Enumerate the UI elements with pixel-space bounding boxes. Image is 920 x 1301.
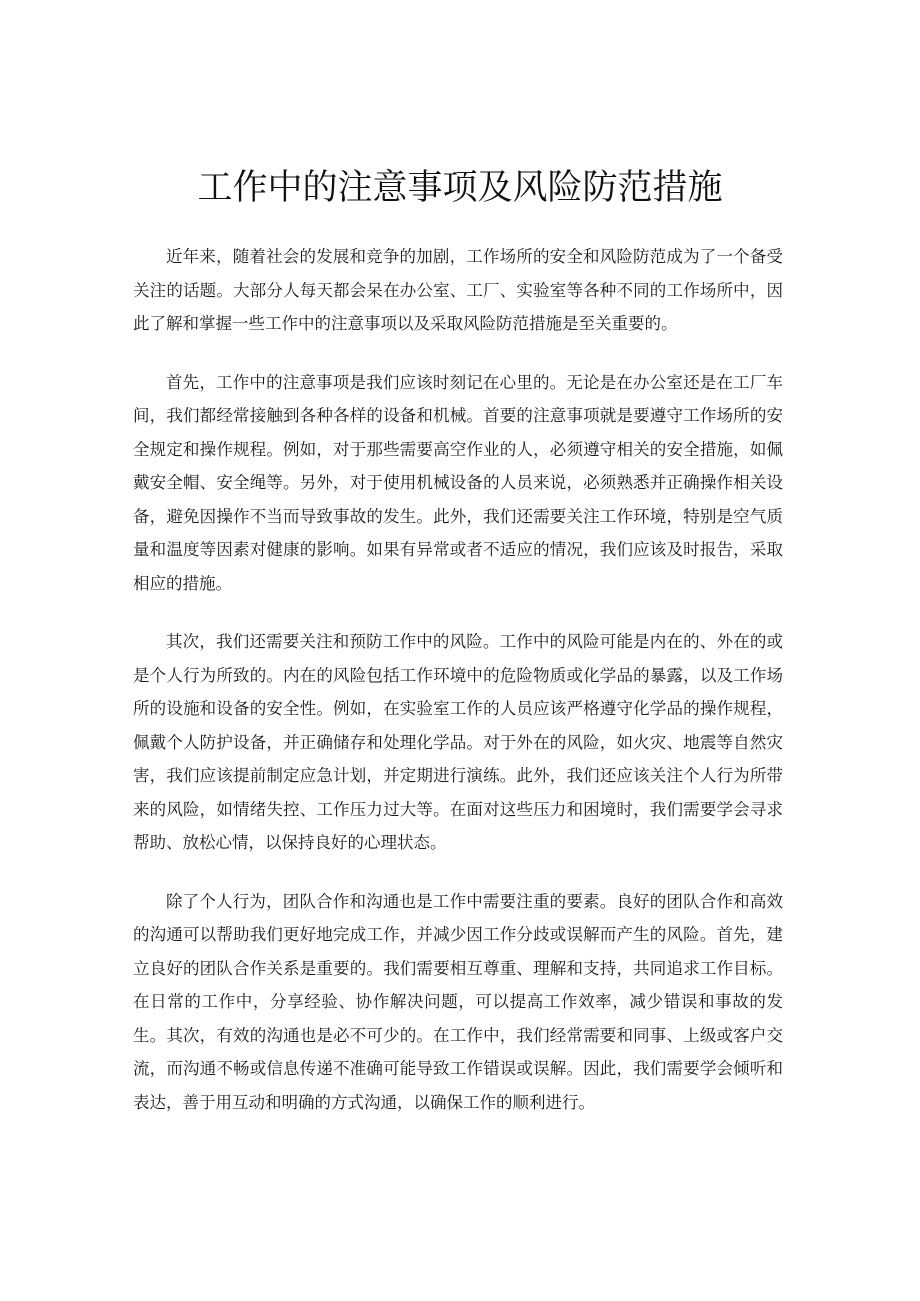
paragraph-precautions: 首先，工作中的注意事项是我们应该时刻记在心里的。无论是在办公室还是在工厂车间，我们都经常接触到各种各样的设备和机械。首要的注意事项就是要遵守工作场所的安全规定和操作规程。例如，对于那些需要高空作业的人，必须遵守相关的安全措施，如佩戴安全帽、安全绳等。另外，对于使用机械设备的人员来说，必须熟悉并正确操作相关设备，避免因操作不当而导致事故的发生。此外，我们还需要关注工作环境，特别是空气质量和温度等因素对健康的影响。如果有异常或者不适应的情况，我们应该及时报告，采取相应的措施。 (133, 372, 783, 593)
paragraph-risks: 其次，我们还需要关注和预防工作中的风险。工作中的风险可能是内在的、外在的或是个人行为所致的。内在的风险包括工作环境中的危险物质或化学品的暴露，以及工作场所的设施和设备的安全性。例如，在实验室工作的人员应该严格遵守化学品的操作规程，佩戴个人防护设备，并正确储存和处理化学品。对于外在的风险，如火灾、地震等自然灾害，我们应该提前制定应急计划，并定期进行演练。此外，我们还应该关注个人行为所带来的风险，如情绪失控、工作压力过大等。在面对这些压力和困境时，我们需要学会寻求帮助、放松心情，以保持良好的心理状态。 (133, 632, 783, 852)
document-title: 工作中的注意事项及风险防范措施 (197, 168, 723, 208)
document-body (133, 240, 783, 1144)
paragraph-intro: 近年来，随着社会的发展和竞争的加剧，工作场所的安全和风险防范成为了一个备受关注的话题。大部分人每天都会呆在办公室、工厂、实验室等各种不同的工作场所中，因此了解和掌握一些工作中的注意事项以及采取风险防范措施是至关重要的。 (133, 247, 783, 333)
paragraph-teamwork: 除了个人行为，团队合作和沟通也是工作中需要注重的要素。良好的团队合作和高效的沟通可以帮助我们更好地完成工作，并减少因工作分歧或误解而产生的风险。首先，建立良好的团队合作关系是重要的。我们需要相互尊重、理解和支持，共同追求工作目标。在日常的工作中，分享经验、协作解决问题，可以提高工作效率，减少错误和事故的发生。其次，有效的沟通也是必不可少的。在工作中，我们经常需要和同事、上级或客户交流，而沟通不畅或信息传递不准确可能导致工作错误或误解。因此，我们需要学会倾听和表达，善于用互动和明确的方式沟通，以确保工作的顺利进行。 (133, 891, 783, 1112)
